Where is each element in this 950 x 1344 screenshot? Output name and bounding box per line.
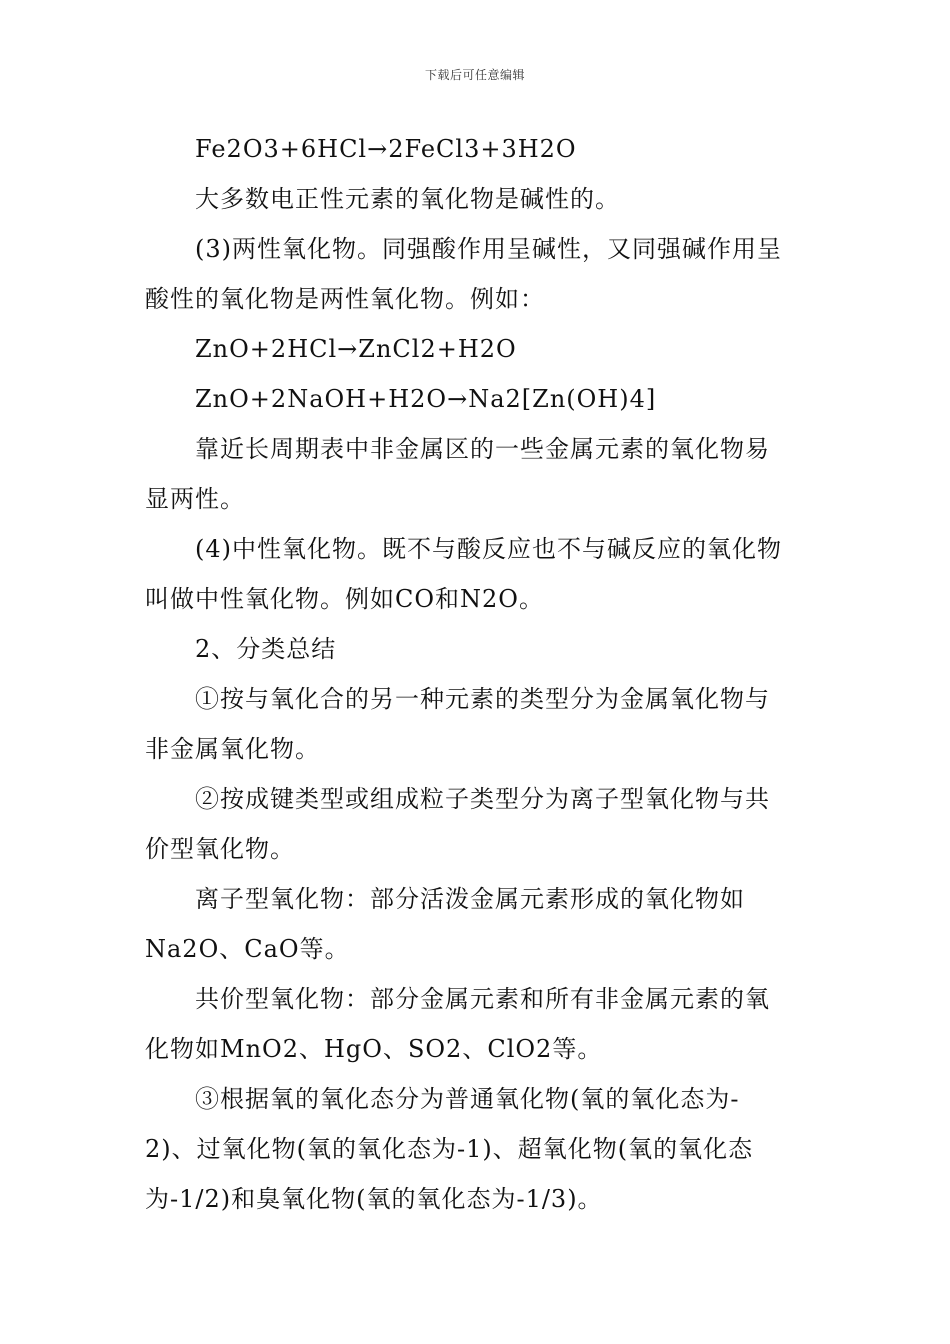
- paragraph-line: (3)两性氧化物。同强酸作用呈碱性，又同强碱作用呈: [195, 235, 782, 263]
- paragraph-line: 显两性。: [145, 485, 245, 513]
- paragraph-line: Na2O、CaO等。: [145, 935, 350, 963]
- equation-zno-naoh: ZnO+2NaOH+H2O→Na2[Zn(OH)4]: [195, 385, 657, 413]
- paragraph-line: 化物如MnO2、HgO、SO2、ClO2等。: [145, 1035, 603, 1063]
- paragraph-line: ③根据氧的氧化态分为普通氧化物(氧的氧化态为-: [195, 1085, 740, 1113]
- paragraph-line: (4)中性氧化物。既不与酸反应也不与碱反应的氧化物: [195, 535, 782, 563]
- paragraph-line: 大多数电正性元素的氧化物是碱性的。: [195, 185, 620, 213]
- paragraph-line: 为-1/2)和臭氧化物(氧的氧化态为-1/3)。: [145, 1185, 603, 1213]
- paragraph-line: 共价型氧化物：部分金属元素和所有非金属元素的氧: [195, 985, 770, 1013]
- paragraph-line: ②按成键类型或组成粒子类型分为离子型氧化物与共: [195, 785, 770, 813]
- paragraph-line: 价型氧化物。: [145, 835, 295, 863]
- equation-fe2o3: Fe2O3+6HCl→2FeCl3+3H2O: [195, 135, 577, 163]
- paragraph-line: 2)、过氧化物(氧的氧化态为-1)、超氧化物(氧的氧化态: [145, 1135, 754, 1163]
- paragraph-line: 酸性的氧化物是两性氧化物。例如：: [145, 285, 545, 313]
- paragraph-line: 靠近长周期表中非金属区的一些金属元素的氧化物易: [195, 435, 770, 463]
- header-note: 下载后可任意编辑: [424, 68, 525, 82]
- paragraph-line: 离子型氧化物：部分活泼金属元素形成的氧化物如: [195, 885, 745, 913]
- paragraph-line: ①按与氧化合的另一种元素的类型分为金属氧化物与: [195, 685, 770, 713]
- paragraph-line: 非金属氧化物。: [145, 735, 320, 763]
- equation-zno-hcl: ZnO+2HCl→ZnCl2+H2O: [195, 335, 517, 363]
- section-heading: 2、分类总结: [195, 635, 337, 663]
- paragraph-line: 叫做中性氧化物。例如CO和N2O。: [145, 585, 544, 613]
